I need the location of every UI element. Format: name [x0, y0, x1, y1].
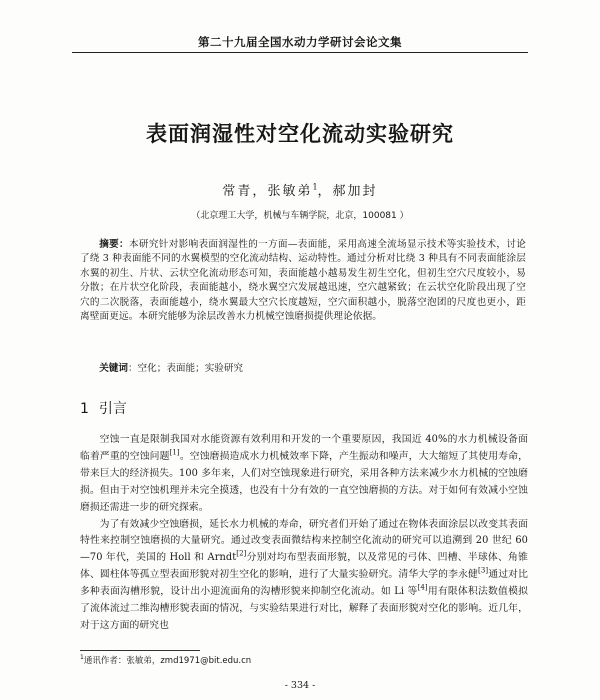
header-rule: [72, 52, 528, 53]
author-list: [0, 180, 600, 199]
footnote-text: 通讯作者：张敏弟，zmd1971@bit.edu.cn: [83, 656, 252, 666]
author-name: 张敏弟: [267, 184, 313, 199]
footnote-mark: 1: [80, 654, 84, 662]
author-name: ，郝加封: [317, 184, 378, 199]
section-title: 引言: [98, 401, 127, 417]
footnote: [80, 654, 251, 666]
corresponding-author-mark: 1: [312, 182, 318, 192]
footnote-rule: [80, 650, 200, 651]
running-header: 第二十九届全国水动力学研讨会论文集: [198, 35, 402, 49]
text-run: 为了有效减少空蚀磨损，延长水力机械的寿命，研究者们开始了通过在物体表面涂层以改变其表面特性来控制空蚀磨损的大量研究。通过改变表面微结构来控制空化流动的研究可以追溯到 20 世纪 60—70 年代，美国的 Holl 和 Arndt: [80, 518, 528, 564]
citation: [4]: [417, 583, 428, 592]
affiliation: （北京理工大学，机械与车辆学院，北京，100081 ）: [191, 211, 409, 221]
text-run: 通过对比多种表面沟槽形貌，设计出小迎流面角的沟槽形貌来抑制空化流动。如 Li 等: [80, 569, 529, 598]
text-run: 空蚀一直是限制我国对水能资源有效利用和开发的一个重要原因，我国近 40%的水力机械设备面临着严重的空蚀问题: [80, 434, 528, 462]
text-run: 。空蚀磨损造成水力机械效率下降，产生振动和噪声，大大缩短了其使用寿命，带来巨大的经济损失。100 多年来，人们对空蚀现象进行研究，采用各种方法来减少水力机械的空蚀磨损。但由于对空蚀机理并未完全摸透，也没有十分有效的一直空蚀磨损的方法。对于如何有效减小空蚀磨损还需进一步的研究探索。: [80, 450, 528, 513]
citation: [1]: [169, 448, 180, 457]
abstract-label: 摘要：: [99, 239, 129, 250]
paper-title: 表面润湿性对空化流动实验研究: [146, 122, 454, 146]
page-number: - 334 -: [284, 680, 316, 691]
section-heading: [80, 398, 127, 418]
keywords: [80, 362, 526, 376]
citation: [3]: [477, 566, 489, 575]
body-text: [80, 432, 528, 635]
keywords-label: 关键词: [99, 363, 128, 374]
section-number: 1: [80, 401, 89, 417]
text-run: 用有限体积法数值模拟了流体流过二维沟槽形貌表面的情况，与实验结果进行对比，解释了表面形貌对空化的影响。近几年，对于这方面的研究也: [80, 586, 528, 631]
paragraph: [80, 432, 528, 517]
abstract: [80, 238, 526, 324]
author-name: 常青，: [222, 184, 268, 199]
paragraph: [80, 517, 528, 635]
keywords-text: ：空化；表面能；实验研究: [127, 363, 244, 374]
citation: [2]: [236, 550, 247, 559]
text-run: 分别对均布型表面形貌，以及常见的弓体、凹槽、半球体、角锥体、圆柱体等孤立型表面形貌对初生空化的影响，进行了大量实验研究。清华大学的李永健: [80, 552, 528, 581]
abstract-text: 本研究针对影响表面润湿性的一方面—表面能，采用高速全流场显示技术等实验技术，讨论了绕 3 种表面能不同的水翼模型的空化流动结构、运动特性。通过分析对比绕 3 种具有不同表面能涂层水翼的初生、片状、云状空化流动形态可知，表面能越小越易发生初生空化，但初生空穴尺度较小，易分散；在片状空化阶段，表面能越小，绕水翼空穴发展越迅速，空穴越紧致；在云状空化阶段出现了空穴的二次脱落，表面能越小，绕水翼最大空穴长度越短，空穴面积越小，脱落空泡团的尺度也更小，距离壁面更远。本研究能够为涂层改善水力机械空蚀磨损提供理论依据。: [80, 239, 527, 323]
